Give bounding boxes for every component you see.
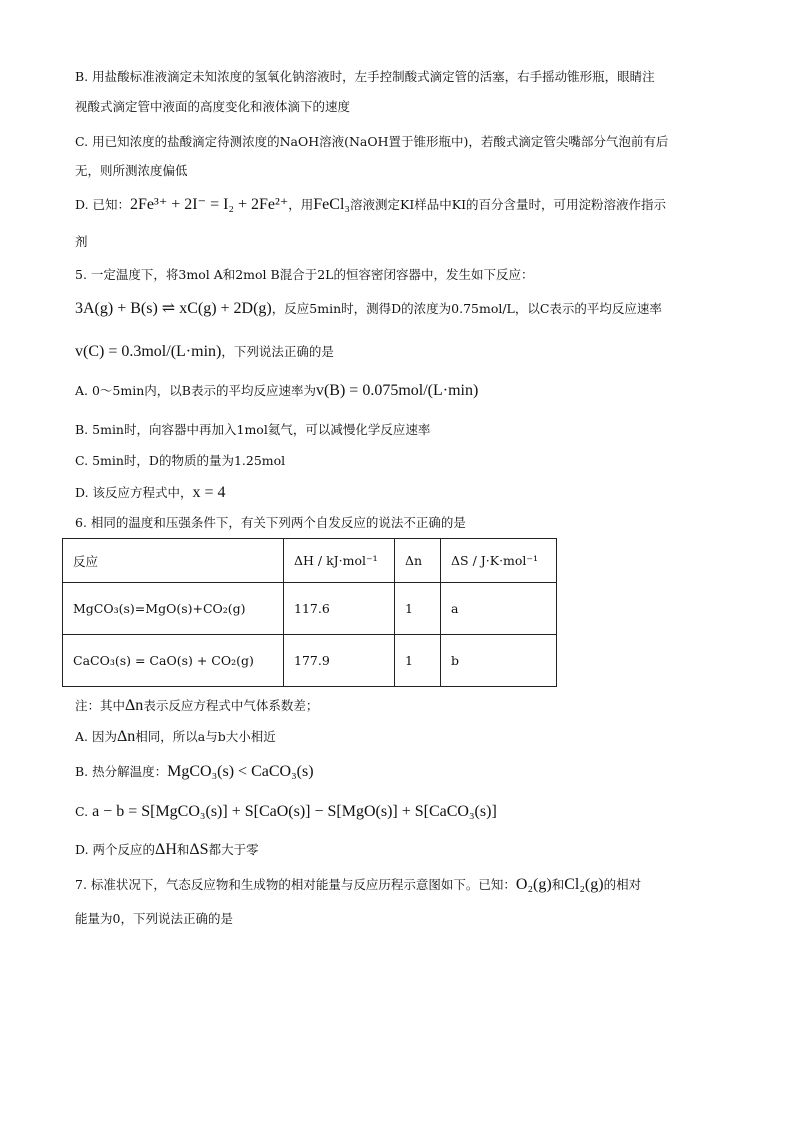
q6-option-a	[75, 728, 722, 746]
note-delta-n: Δn	[125, 697, 144, 714]
decomposition-comparison: MgCO₃(s) < CaCO₃(s)	[167, 763, 314, 780]
delta-n-value: 1	[395, 583, 441, 635]
reaction-data-table	[62, 538, 557, 687]
table-row	[63, 583, 557, 635]
question-5-tail: ，下列说法正确的是	[221, 344, 334, 359]
x-value: x = 4	[192, 484, 226, 501]
question-5-reaction-line	[75, 300, 722, 318]
question-7-stem: 7. 标准状况下，气态反应物和生成物的相对能量与反应历程示意图如下。已知：	[75, 877, 516, 892]
option-d-mid: ，用	[288, 197, 314, 212]
q6-option-a-prefix: A. 因为	[75, 729, 117, 744]
q6-option-d-text: 都大于零	[208, 842, 259, 857]
question-5-reaction-text: ，反应5min时，测得D的浓度为0.75mol/L，以C表示的平均反应速率	[271, 301, 662, 316]
delta-s-value: a	[441, 583, 557, 635]
question-6-stem: 6. 相同的温度和压强条件下，有关下列两个自发反应的说法不正确的是	[75, 515, 466, 530]
header-reaction: 反应	[63, 539, 284, 583]
q6-option-b-text: B. 热分解温度：	[75, 764, 168, 779]
question-7-tail: 的相对	[603, 877, 642, 892]
option-d-line-1	[75, 196, 722, 214]
q6-option-a-text: 相同，所以a与b大小相近	[135, 729, 276, 744]
q6-option-d	[75, 841, 722, 859]
table-note	[75, 697, 722, 715]
option-d-line-2: 剂	[75, 234, 88, 249]
q6-option-c	[75, 803, 722, 821]
delta-s-symbol: ΔS	[189, 841, 209, 858]
q5-option-d-text: D. 该反应方程式中，	[75, 485, 193, 500]
delta-h-value: 177.9	[284, 635, 395, 687]
fe-i-equation: 2Fe³⁺ + 2I⁻ = I₂ + 2Fe²⁺	[130, 196, 289, 213]
fecl3-formula: FeCl₃	[313, 196, 350, 213]
reaction-mgco3: MgCO₃(s)=MgO(s)+CO₂(g)	[63, 583, 284, 635]
question-7-line-1	[75, 876, 722, 894]
rate-of-c: v(C) = 0.3mol/(L·min)	[75, 343, 222, 360]
q6-option-d-and: 和	[176, 842, 190, 857]
o2-formula: O₂(g)	[515, 876, 552, 893]
option-c-line-1: C. 用已知浓度的盐酸滴定待测浓度的NaOH溶液(NaOH置于锥形瓶中)，若酸式滴定管尖嘴部分气泡前有后	[75, 134, 669, 149]
option-b-line-1: B. 用盐酸标准液滴定未知浓度的氢氧化钠溶液时，左手控制酸式滴定管的活塞，右手摇动锥形瓶，眼睛注	[75, 69, 655, 84]
note-text: 表示反应方程式中气体系数差；	[143, 698, 319, 713]
q6-option-d-prefix: D. 两个反应的	[75, 842, 156, 857]
entropy-difference-equation: a − b = S[MgCO₃(s)] + S[CaO(s)] − S[MgO(s)] + S[CaCO₃(s)]	[92, 803, 497, 820]
option-c-line-2: 无，则所测浓度偏低	[75, 163, 188, 178]
table-header-row	[63, 539, 557, 583]
question-5-rate-line	[75, 343, 722, 361]
q6-option-a-delta-n: Δn	[116, 728, 136, 745]
option-d-prefix: D. 已知：	[75, 197, 131, 212]
header-delta-h: ΔH / kJ·mol⁻¹	[284, 539, 395, 583]
delta-n-value: 1	[395, 635, 441, 687]
q5-option-a	[75, 382, 722, 400]
rate-of-b: v(B) = 0.075mol/(L·min)	[315, 382, 479, 399]
reaction-equation: 3A(g) + B(s) ⇌ xC(g) + 2D(g)	[75, 300, 272, 317]
question-5-stem: 5. 一定温度下，将3mol A和2mol B混合于2L的恒容密闭容器中，发生如下反应：	[75, 267, 534, 282]
note-prefix: 注：其中	[75, 698, 126, 713]
option-b-line-2: 视酸式滴定管中液面的高度变化和液体滴下的速度	[75, 99, 351, 114]
q6-option-c-prefix: C.	[75, 804, 93, 819]
cl2-formula: Cl₂(g)	[564, 876, 604, 893]
header-delta-n: Δn	[395, 539, 441, 583]
table-row	[63, 635, 557, 687]
delta-s-value: b	[441, 635, 557, 687]
question-7-line-2: 能量为0，下列说法正确的是	[75, 911, 233, 926]
q5-option-a-text: A. 0～5min内，以B表示的平均反应速率为	[75, 383, 316, 398]
reaction-caco3: CaCO₃(s) = CaO(s) + CO₂(g)	[63, 635, 284, 687]
q5-option-d	[75, 484, 722, 502]
question-7-and: 和	[551, 877, 565, 892]
delta-h-symbol: ΔH	[155, 841, 177, 858]
header-delta-s: ΔS / J·K·mol⁻¹	[441, 539, 557, 583]
q6-option-b	[75, 763, 722, 781]
option-d-post: 溶液测定KI样品中KI的百分含量时，可用淀粉溶液作指示	[349, 197, 667, 212]
q5-option-c: C. 5min时，D的物质的量为1.25mol	[75, 453, 286, 468]
delta-h-value: 117.6	[284, 583, 395, 635]
q5-option-b: B. 5min时，向容器中再加入1mol氦气，可以减慢化学反应速率	[75, 422, 431, 437]
